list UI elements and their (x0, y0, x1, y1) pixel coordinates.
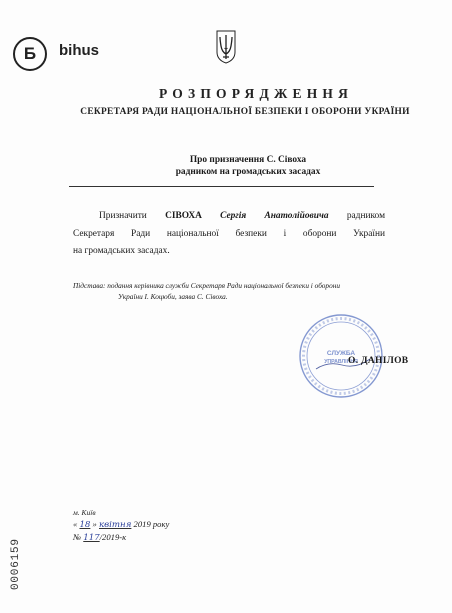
basis-note (73, 280, 393, 302)
basis-label: Підстава: (73, 281, 106, 290)
issue-date (73, 519, 169, 530)
date-close-quote: » (92, 519, 97, 529)
order-verb: Призначити (99, 211, 147, 221)
number-prefix: № (73, 532, 82, 542)
order-line-3: на громадських засадах. (73, 246, 170, 256)
order-text (73, 208, 385, 261)
date-day: 18 (79, 520, 91, 530)
signatory-name: О. ДАНІЛОВ (348, 356, 409, 366)
document-title: РОЗПОРЯДЖЕННЯ (158, 86, 354, 101)
document-subject (98, 154, 398, 178)
appointee-surname: СІВОХА (165, 211, 202, 221)
number-suffix: /2019-к (99, 532, 127, 542)
stamp-center-text-2: УПРАВЛІННЯ (324, 359, 358, 365)
number-value: 117 (83, 533, 100, 543)
order-line-1-tail: радником (346, 211, 385, 221)
date-open-quote: « (73, 519, 78, 529)
order-line-1 (73, 208, 385, 226)
trident-coat-of-arms-icon (216, 30, 236, 64)
stamp-center-text-1: СЛУЖБА (326, 350, 356, 357)
subject-line-2: радником на громадських засадах (175, 167, 321, 177)
bihus-logo-glyph: Б (23, 44, 37, 63)
basis-line-1: подання керівника служби Секретаря Ради національної безпеки і оборони (107, 281, 340, 290)
document-number (73, 532, 126, 543)
bihus-brand-text: bihus (59, 42, 99, 59)
basis-line-2: України І. Коцюби, заява С. Сівоха. (118, 292, 228, 301)
appointee-name: Сергія Анатолійовича (220, 211, 329, 221)
issue-place: м. Київ (73, 508, 96, 517)
subject-line-1: Про призначення С. Сівоха (189, 155, 307, 165)
subject-divider (69, 186, 374, 187)
document-subtitle: СЕКРЕТАРЯ РАДИ НАЦІОНАЛЬНОЇ БЕЗПЕКИ І ОБОРОНИ УКРАЇНИ (80, 107, 410, 117)
bihus-logo-icon (13, 37, 47, 71)
serial-number: 0006159 (10, 538, 22, 590)
date-year: 2019 року (133, 519, 170, 529)
order-line-2: Секретаря Ради національної безпеки і оборони України (73, 228, 385, 239)
date-month: квітня (99, 520, 132, 530)
